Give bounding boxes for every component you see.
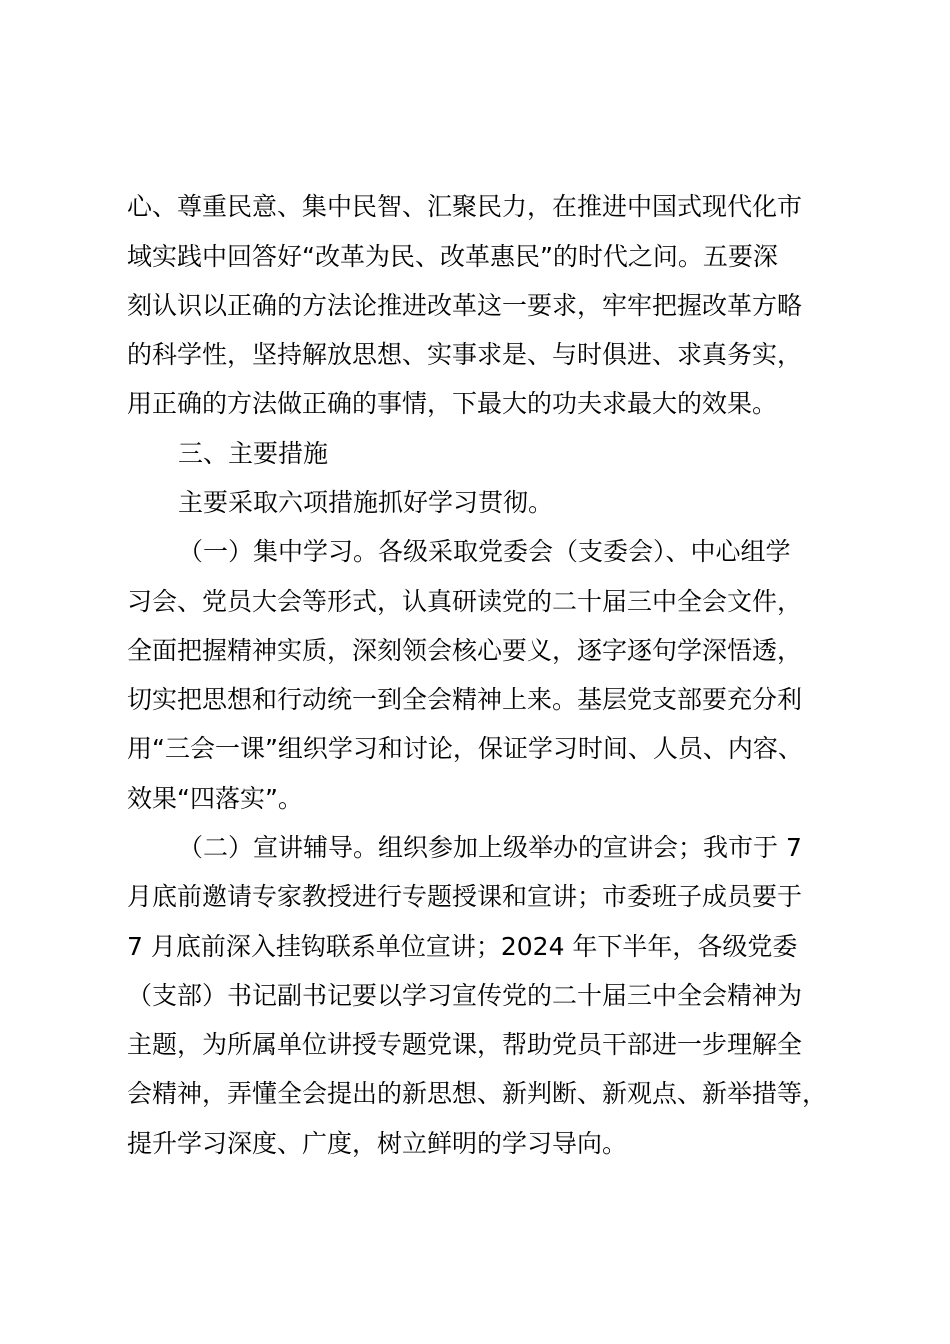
text-line: （支部）书记副书记要以学习宣传党的二十届三中全会精神为 [127, 981, 803, 1010]
subsection-heading-line: （一）集中学习。各级采取党委会（支委会）、中心组学 [178, 537, 791, 566]
text-line: 刻认识以正确的方法论推进改革这一要求，牢牢把握改革方略 [127, 291, 803, 320]
text-line: 心、尊重民意、集中民智、汇聚民力，在推进中国式现代化市 [127, 192, 803, 221]
text-line: 月底前邀请专家教授进行专题授课和宣讲；市委班子成员要于 [127, 882, 803, 911]
text-line: 主题，为所属单位讲授专题党课，帮助党员干部进一步理解全 [127, 1030, 803, 1059]
text-line: 主要采取六项措施抓好学习贯彻。 [178, 488, 554, 517]
text-line: 提升学习深度、广度，树立鲜明的学习导向。 [127, 1129, 628, 1158]
text-line: 全面把握精神实质，深刻领会核心要义，逐字逐句学深悟透， [127, 636, 803, 665]
text-line: 用“三会一课”组织学习和讨论，保证学习时间、人员、内容、 [127, 734, 803, 763]
subsection-heading-line: （二）宣讲辅导。组织参加上级举办的宣讲会；我市于 7 [178, 833, 802, 862]
text-line: 7 月底前深入挂钩联系单位宣讲；2024 年下半年，各级党委 [127, 932, 798, 961]
text-line: 用正确的方法做正确的事情，下最大的功夫求最大的效果。 [127, 389, 778, 418]
text-line: 域实践中回答好“改革为民、改革惠民”的时代之问。五要深 [127, 242, 778, 271]
text-line: 效果“四落实”。 [127, 784, 303, 813]
text-line: 的科学性，坚持解放思想、实事求是、与时俱进、求真务实， [127, 340, 803, 369]
section-heading: 三、主要措施 [178, 439, 329, 468]
text-line: 会精神，弄懂全会提出的新思想、新判断、新观点、新举措等， [127, 1079, 828, 1108]
text-line: 切实把思想和行动统一到全会精神上来。基层党支部要充分利 [127, 685, 803, 714]
text-line: 习会、党员大会等形式，认真研读党的二十届三中全会文件， [127, 587, 803, 616]
